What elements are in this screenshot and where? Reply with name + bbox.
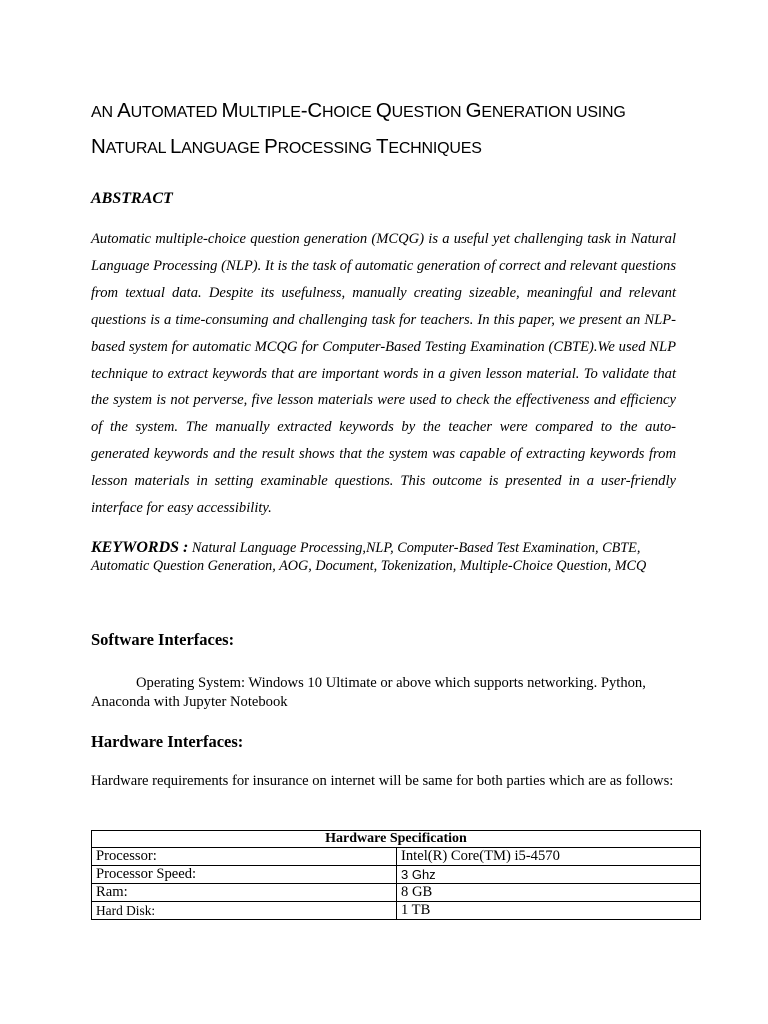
spec-value: 3 Ghz	[397, 866, 701, 884]
title-line-1	[91, 94, 701, 130]
title-fragment: ECHNIQUES	[388, 140, 482, 157]
hardware-interfaces-heading: Hardware Interfaces:	[91, 732, 244, 751]
title-fragment: L	[170, 135, 182, 158]
spec-value: 1 TB	[397, 902, 701, 920]
title-fragment: A	[91, 104, 102, 121]
title-fragment: N	[91, 135, 106, 158]
spec-label: Processor Speed:	[92, 866, 397, 884]
spec-value: Intel(R) Core(TM) i5-4570	[397, 848, 701, 866]
table-row	[92, 866, 701, 884]
title-fragment: A	[117, 99, 131, 122]
table-header-row	[92, 831, 701, 848]
title-fragment: ATURAL	[105, 140, 170, 157]
abstract-body: Automatic multiple-choice question generation (MCQG) is a useful yet challenging task in Natural Language Processing (NLP). It is the task of automatic generation of correct and relevant questions from textual data. Despite its usefulness, manually creating sizeable, meaningful and relevant questions is a time-consuming and challenging task for teachers. In this paper, we present an NLP-based system for automatic MCQG for Computer-Based Testing Examination (CBTE).We used NLP technique to extract keywords that are important words in a given lesson material. To validate that the system is not perverse, five lesson materials were used to check the effectiveness and efficiency of the system. The manually extracted keywords by the teacher were compared to the auto-generated keywords and the result shows that the system was capable of extracting keywords from lesson materials in setting examinable questions. This outcome is presented in a user-friendly interface for easy accessibility.	[91, 231, 676, 517]
title-fragment: ENERATION USING	[481, 104, 626, 121]
title-fragment: ANGUAGE	[181, 140, 265, 157]
title-fragment: UTOMATED	[130, 104, 222, 121]
spec-label: Ram:	[92, 884, 397, 902]
title-fragment: ROCESSING	[277, 140, 377, 157]
title-fragment: ULTIPLE	[238, 104, 301, 121]
table-row	[92, 902, 701, 920]
spec-label: Hard Disk:	[92, 902, 397, 920]
title-fragment: HOICE	[321, 104, 376, 121]
software-interfaces-text: Operating System: Windows 10 Ultimate or above which supports networking. Python, Anaconda with Jupyter Notebook	[91, 675, 646, 710]
keywords-block	[91, 539, 676, 575]
abstract-heading: ABSTRACT	[91, 190, 173, 207]
title-line-2	[91, 130, 701, 166]
title-fragment: UESTION	[391, 104, 466, 121]
title-fragment: -C	[300, 99, 322, 122]
keywords-label: KEYWORDS :	[91, 539, 189, 556]
title-fragment: T	[376, 135, 389, 158]
software-interfaces-heading: Software Interfaces:	[91, 630, 235, 649]
table-row	[92, 848, 701, 866]
title-fragment: M	[221, 99, 239, 122]
keywords-text: Natural Language Processing,NLP, Computer-Based Test Examination, CBTE, Automatic Question Generation, AOG, Document, Tokenization, Multiple-Choice Question, MCQ	[91, 540, 647, 574]
title-fragment: G	[465, 99, 482, 122]
paper-title	[91, 94, 701, 166]
spec-value: 8 GB	[397, 884, 701, 902]
title-fragment: Q	[375, 99, 392, 122]
table-row	[92, 884, 701, 902]
table-caption: Hardware Specification	[92, 831, 701, 848]
title-fragment: N	[101, 104, 118, 121]
title-fragment: P	[264, 135, 278, 158]
hardware-interfaces-text: Hardware requirements for insurance on internet will be same for both parties which are as follows:	[91, 773, 674, 789]
spec-label: Processor:	[92, 848, 397, 866]
hardware-spec-table	[91, 830, 701, 920]
